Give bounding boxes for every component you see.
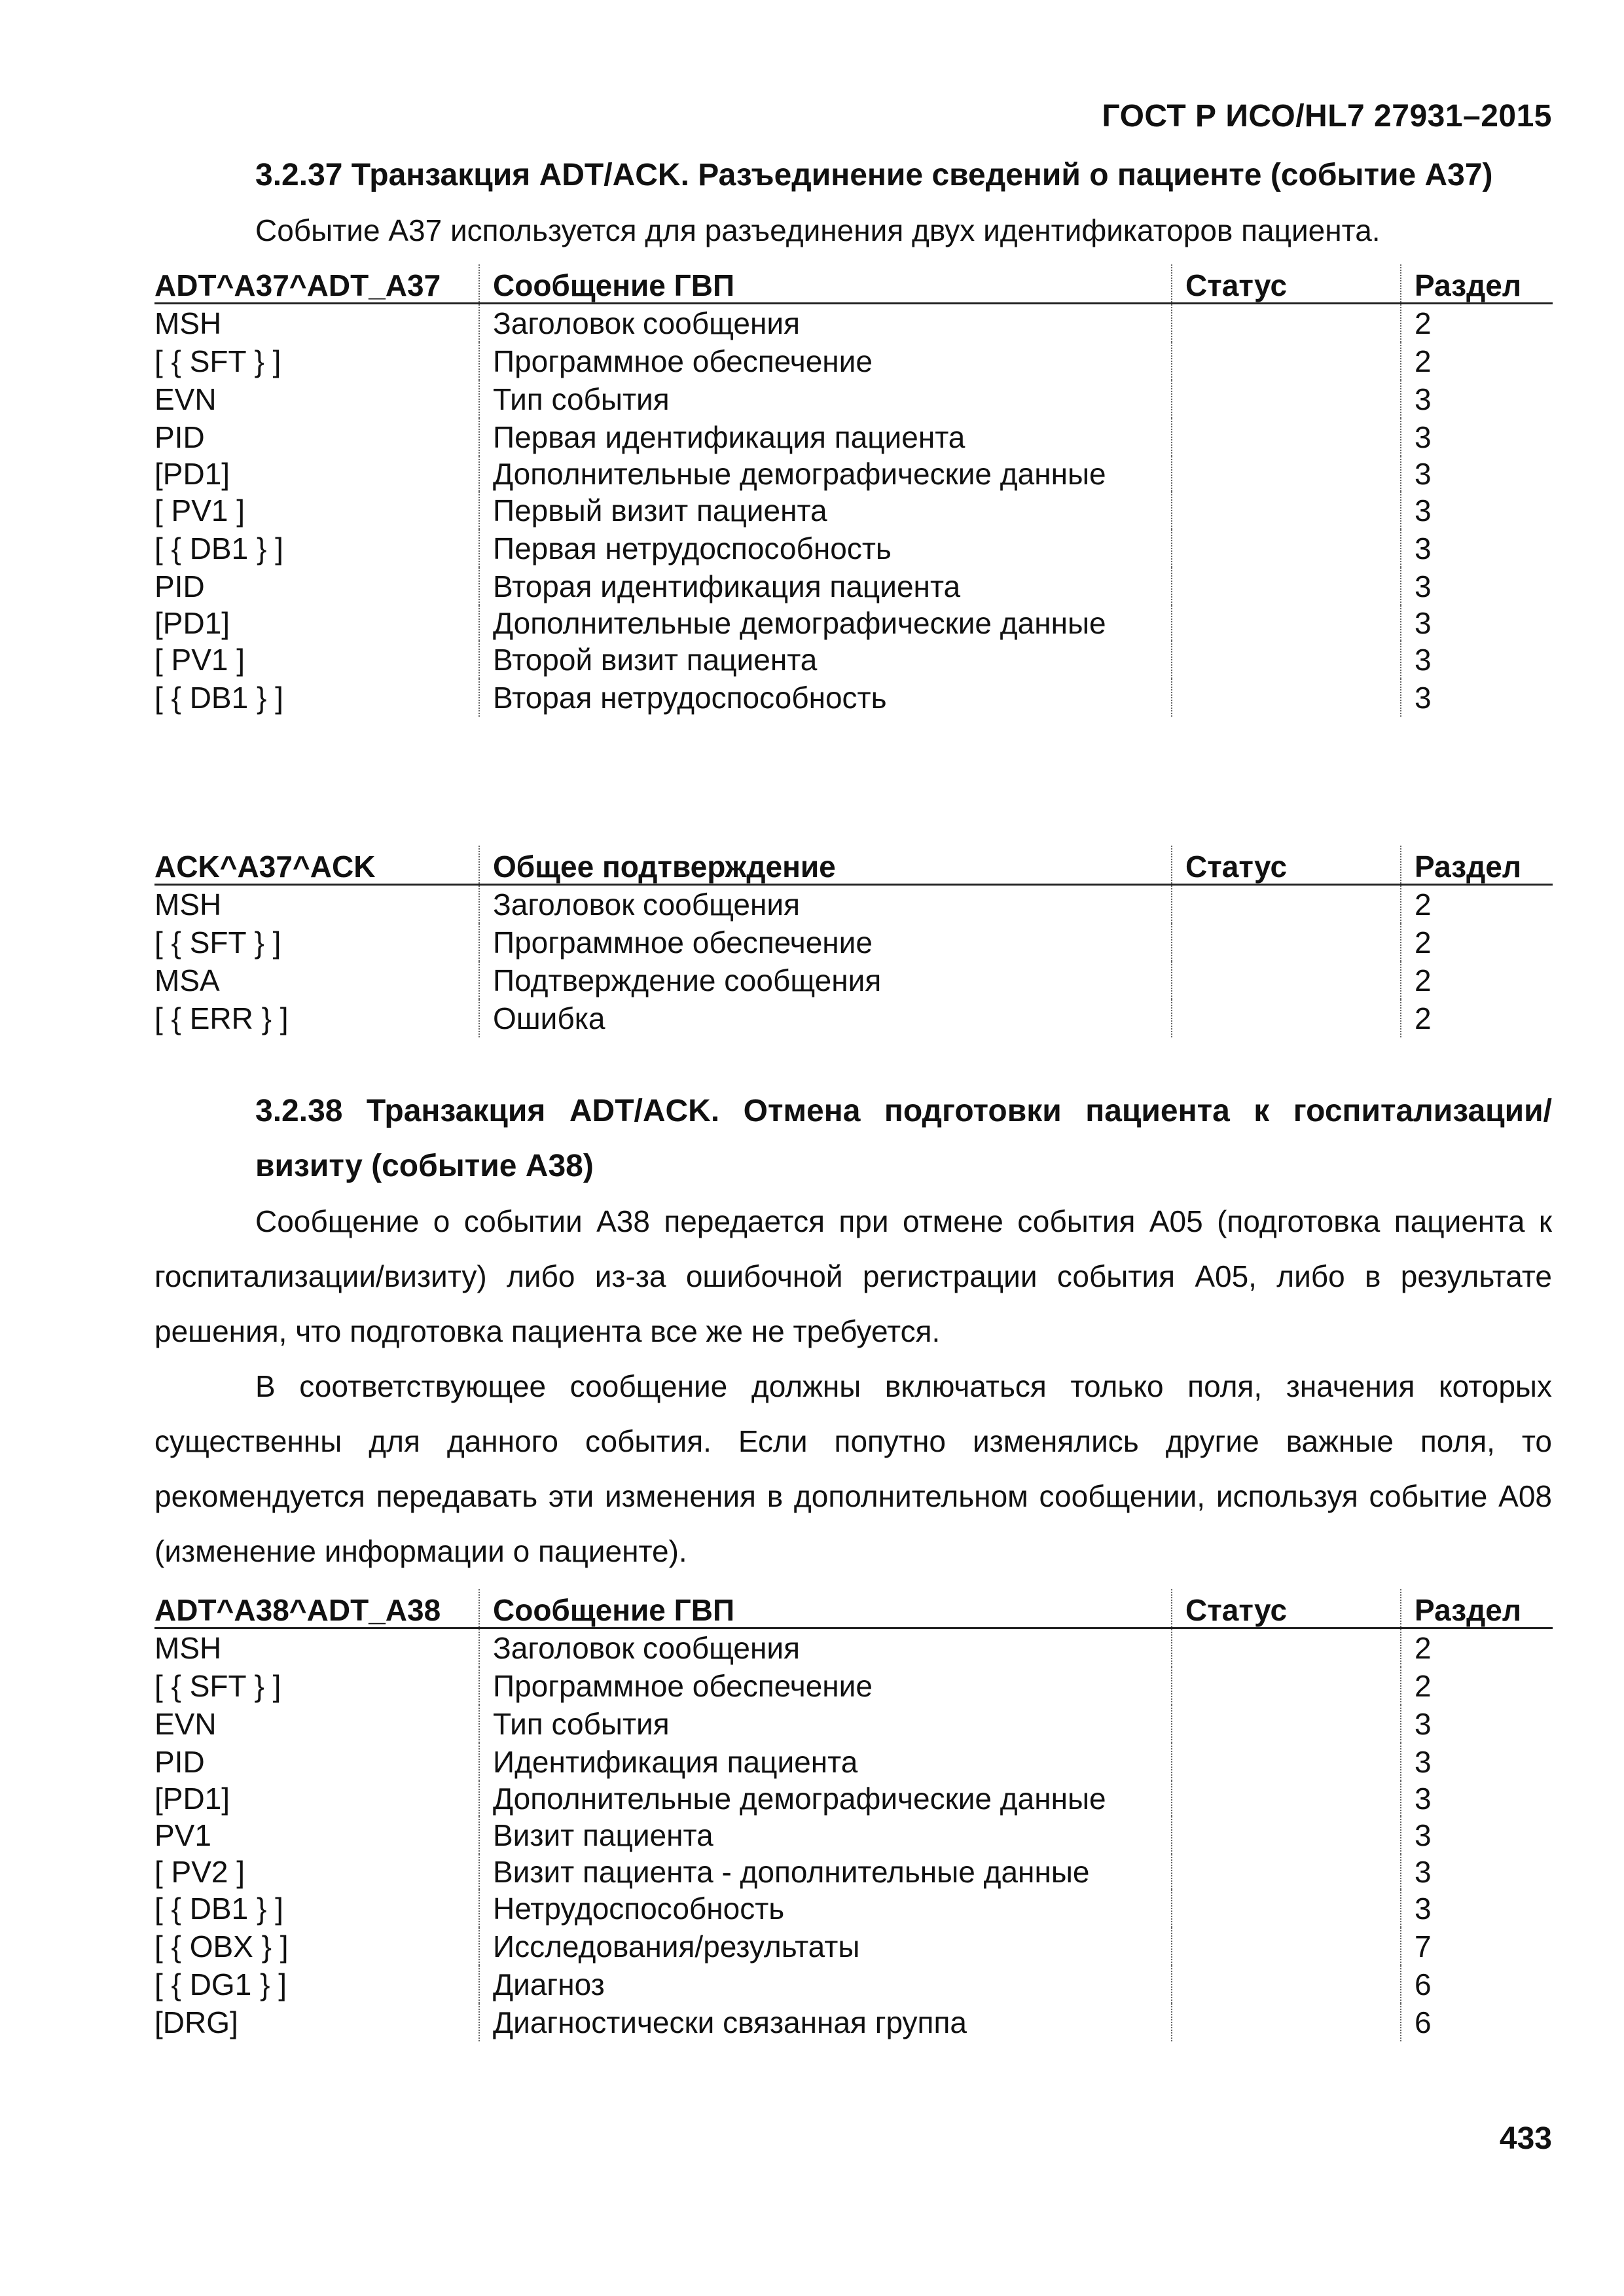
cell-description: Тип события <box>479 380 1172 418</box>
section-3-2-38-paragraph-1: Сообщение о событии A38 передается при отмене события A05 (подготовка пациента к госпитализации/визиту) либо из-за ошибочной регистрации события A05, либо в результате решения, что подготовка пациента все же не требуется. <box>154 1204 1552 1348</box>
table-row <box>154 1705 1553 1743</box>
cell-status <box>1172 885 1401 924</box>
cell-description: Заголовок сообщения <box>479 304 1172 343</box>
cell-description: Диагноз <box>479 1965 1172 2003</box>
column-header-status: Статус <box>1172 264 1401 304</box>
cell-section: 3 <box>1401 1705 1553 1743</box>
cell-segment: MSH <box>154 306 222 340</box>
table-header-row <box>154 846 1553 885</box>
cell-status <box>1172 380 1401 418</box>
cell-status <box>1172 1628 1401 1668</box>
cell-section: 2 <box>1401 885 1553 924</box>
section-3-2-38-title: 3.2.38 Транзакция ADT/ACK. Отмена подготовки пациента к госпитализации/визиту (событие A38) <box>255 1094 1552 1183</box>
cell-status <box>1172 529 1401 567</box>
cell-section: 3 <box>1401 418 1553 456</box>
cell-segment: [ PV2 ] <box>154 1855 245 1889</box>
cell-description: Вторая нетрудоспособность <box>479 679 1172 717</box>
table-row <box>154 304 1553 343</box>
cell-status <box>1172 567 1401 605</box>
column-header-description: Общее подтверждение <box>479 846 1172 885</box>
cell-description: Дополнительные демографические данные <box>479 605 1172 641</box>
table-row <box>154 456 1553 492</box>
table-row <box>154 1816 1553 1854</box>
cell-section: 6 <box>1401 1965 1553 2003</box>
cell-description: Подтверждение сообщения <box>479 961 1172 999</box>
table-row <box>154 641 1553 679</box>
cell-status <box>1172 342 1401 380</box>
cell-description: Первая идентификация пациента <box>479 418 1172 456</box>
table-row <box>154 1890 1553 1928</box>
cell-segment: [ { ERR } ] <box>154 1001 289 1035</box>
cell-segment: [ { DB1 } ] <box>154 681 283 715</box>
table-header-row <box>154 1589 1553 1628</box>
cell-section: 7 <box>1401 1928 1553 1965</box>
cell-status <box>1172 1928 1401 1965</box>
cell-segment: PID <box>154 420 205 454</box>
cell-segment: [ { SFT } ] <box>154 344 281 378</box>
column-header-segment: ACK^A37^ACK <box>154 846 479 885</box>
cell-section: 2 <box>1401 1628 1553 1668</box>
page-number: 433 <box>1499 2121 1552 2156</box>
table-row <box>154 679 1553 717</box>
cell-section: 2 <box>1401 1667 1553 1705</box>
table-row <box>154 1667 1553 1705</box>
cell-status <box>1172 418 1401 456</box>
cell-status <box>1172 2003 1401 2041</box>
cell-segment: [ PV1 ] <box>154 643 245 677</box>
cell-description: Дополнительные демографические данные <box>479 456 1172 492</box>
cell-description: Первый визит пациента <box>479 492 1172 529</box>
cell-description: Программное обеспечение <box>479 1667 1172 1705</box>
table-row <box>154 567 1553 605</box>
cell-segment: EVN <box>154 1707 217 1741</box>
cell-section: 3 <box>1401 567 1553 605</box>
table-row <box>154 1781 1553 1816</box>
table-adt-a37 <box>154 264 1553 717</box>
cell-segment: [ PV1 ] <box>154 493 245 528</box>
cell-status <box>1172 1781 1401 1816</box>
cell-status <box>1172 1667 1401 1705</box>
cell-status <box>1172 641 1401 679</box>
cell-section: 3 <box>1401 1890 1553 1928</box>
cell-segment: [ { DG1 } ] <box>154 1967 287 2001</box>
table-row <box>154 999 1553 1037</box>
table-row <box>154 1928 1553 1965</box>
cell-status <box>1172 924 1401 961</box>
cell-section: 3 <box>1401 1816 1553 1854</box>
cell-description: Нетрудоспособность <box>479 1890 1172 1928</box>
cell-segment: [DRG] <box>154 2005 238 2039</box>
section-3-2-38-paragraph-2: В соответствующее сообщение должны включаться только поля, значения которых существенны для данного события. Если попутно изменялись другие важные поля, то рекомендуется передавать эти изменения в дополнительном сообщении, используя событие A08 (изменение информации о пациенте). <box>154 1369 1552 1568</box>
table-row <box>154 2003 1553 2041</box>
cell-description: Дополнительные демографические данные <box>479 1781 1172 1816</box>
cell-description: Заголовок сообщения <box>479 1628 1172 1668</box>
cell-segment: [ { OBX } ] <box>154 1929 289 1964</box>
cell-status <box>1172 1705 1401 1743</box>
table-row <box>154 924 1553 961</box>
cell-description: Программное обеспечение <box>479 924 1172 961</box>
cell-description: Исследования/результаты <box>479 1928 1172 1965</box>
cell-description: Визит пациента <box>479 1816 1172 1854</box>
cell-segment: [ { SFT } ] <box>154 1669 281 1703</box>
cell-status <box>1172 492 1401 529</box>
cell-segment: MSH <box>154 1631 222 1665</box>
cell-segment: PV1 <box>154 1818 211 1852</box>
column-header-section: Раздел <box>1401 1589 1553 1628</box>
cell-section: 3 <box>1401 1854 1553 1890</box>
cell-status <box>1172 1890 1401 1928</box>
cell-section: 3 <box>1401 492 1553 529</box>
cell-status <box>1172 961 1401 999</box>
cell-description: Ошибка <box>479 999 1172 1037</box>
cell-segment: [PD1] <box>154 1782 230 1816</box>
cell-status <box>1172 1816 1401 1854</box>
table-header-row <box>154 264 1553 304</box>
cell-description: Вторая идентификация пациента <box>479 567 1172 605</box>
cell-segment: [PD1] <box>154 457 230 491</box>
column-header-description: Сообщение ГВП <box>479 264 1172 304</box>
table-ack-a37 <box>154 846 1553 1037</box>
table-row <box>154 418 1553 456</box>
cell-status <box>1172 456 1401 492</box>
cell-section: 3 <box>1401 641 1553 679</box>
table-row <box>154 529 1553 567</box>
cell-segment: MSH <box>154 888 222 922</box>
column-header-segment: ADT^A37^ADT_A37 <box>154 264 479 304</box>
table-adt-a38 <box>154 1589 1553 2041</box>
table-row <box>154 1854 1553 1890</box>
cell-description: Заголовок сообщения <box>479 885 1172 924</box>
cell-segment: [ { SFT } ] <box>154 925 281 960</box>
cell-segment: [ { DB1 } ] <box>154 1892 283 1926</box>
cell-section: 2 <box>1401 999 1553 1037</box>
cell-section: 2 <box>1401 961 1553 999</box>
cell-segment: [PD1] <box>154 606 230 640</box>
column-header-status: Статус <box>1172 1589 1401 1628</box>
document-header: ГОСТ Р ИСО/HL7 27931–2015 <box>1102 99 1552 134</box>
column-header-status: Статус <box>1172 846 1401 885</box>
cell-status <box>1172 605 1401 641</box>
table-row <box>154 1743 1553 1781</box>
cell-status <box>1172 679 1401 717</box>
table-row <box>154 342 1553 380</box>
cell-status <box>1172 1743 1401 1781</box>
cell-description: Второй визит пациента <box>479 641 1172 679</box>
cell-description: Тип события <box>479 1705 1172 1743</box>
column-header-description: Сообщение ГВП <box>479 1589 1172 1628</box>
cell-description: Визит пациента - дополнительные данные <box>479 1854 1172 1890</box>
column-header-section: Раздел <box>1401 264 1553 304</box>
table-row <box>154 605 1553 641</box>
table-row <box>154 961 1553 999</box>
cell-description: Первая нетрудоспособность <box>479 529 1172 567</box>
cell-section: 3 <box>1401 1743 1553 1781</box>
cell-status <box>1172 1854 1401 1890</box>
table-row <box>154 1965 1553 2003</box>
table-row <box>154 380 1553 418</box>
cell-status <box>1172 1965 1401 2003</box>
section-3-2-37-title: 3.2.37 Транзакция ADT/ACK. Разъединение сведений о пациенте (событие A37) <box>255 158 1493 192</box>
cell-section: 3 <box>1401 605 1553 641</box>
cell-status <box>1172 304 1401 343</box>
cell-section: 2 <box>1401 342 1553 380</box>
cell-section: 3 <box>1401 456 1553 492</box>
cell-segment: PID <box>154 569 205 603</box>
cell-segment: [ { DB1 } ] <box>154 531 283 565</box>
cell-section: 3 <box>1401 679 1553 717</box>
table-row <box>154 1628 1553 1668</box>
section-3-2-37-intro: Событие A37 используется для разъединения двух идентификаторов пациента. <box>255 213 1380 247</box>
table-row <box>154 492 1553 529</box>
cell-segment: EVN <box>154 382 217 416</box>
cell-description: Идентификация пациента <box>479 1743 1172 1781</box>
cell-segment: MSA <box>154 963 220 997</box>
cell-section: 3 <box>1401 529 1553 567</box>
cell-section: 6 <box>1401 2003 1553 2041</box>
column-header-segment: ADT^A38^ADT_A38 <box>154 1589 479 1628</box>
cell-segment: PID <box>154 1745 205 1779</box>
cell-section: 2 <box>1401 924 1553 961</box>
cell-section: 3 <box>1401 380 1553 418</box>
cell-description: Программное обеспечение <box>479 342 1172 380</box>
cell-status <box>1172 999 1401 1037</box>
cell-description: Диагностически связанная группа <box>479 2003 1172 2041</box>
table-row <box>154 885 1553 924</box>
column-header-section: Раздел <box>1401 846 1553 885</box>
cell-section: 2 <box>1401 304 1553 343</box>
cell-section: 3 <box>1401 1781 1553 1816</box>
